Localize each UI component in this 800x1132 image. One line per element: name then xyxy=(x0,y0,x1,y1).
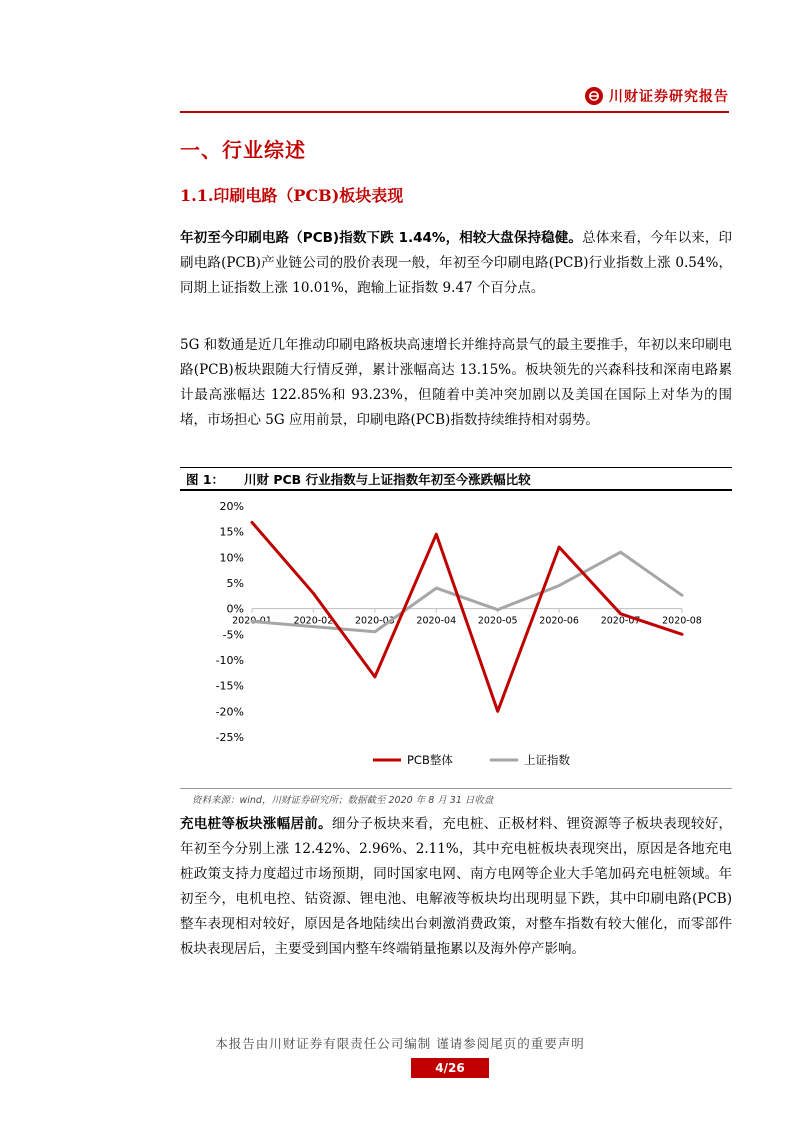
header-divider xyxy=(180,111,729,113)
paragraph-3-lead: 充电桩等板块涨幅居前。 xyxy=(180,816,332,832)
footer-disclaimer: 本报告由川财证券有限责任公司编制 谨请参阅尾页的重要声明 xyxy=(215,1036,585,1051)
x-tick-label: 2020-02 xyxy=(293,615,334,627)
y-tick-label: -5% xyxy=(222,628,244,642)
x-tick-label: 2020-06 xyxy=(539,615,579,627)
paragraph-3 xyxy=(180,812,732,962)
paragraph-1 xyxy=(180,226,732,301)
subsection-title: 1.1.印刷电路（PCB)板块表现 xyxy=(180,186,404,205)
y-tick-label: 0% xyxy=(226,602,244,616)
x-tick-label: 2020-03 xyxy=(355,615,395,627)
y-tick-label: -25% xyxy=(215,731,244,744)
paragraph-1-body: 总体来看，今年以来，印刷电路(PCB)产业链公司的股价表现一般，年初至今印刷电路(PCB)行业指数上涨 0.54%，同期上证指数上涨 10.01%，跑输上证指数 9.47 个百分点。 xyxy=(180,230,733,296)
page-header xyxy=(180,80,729,114)
x-tick-label: 2020-04 xyxy=(416,615,457,627)
figure-title: 川财 PCB 行业指数与上证指数年初至今涨跌幅比较 xyxy=(244,471,531,487)
y-tick-label: 20% xyxy=(219,500,244,513)
legend-label: 上证指数 xyxy=(524,753,570,767)
paragraph-1-lead: 年初至今印刷电路（PCB)指数下跌 1.44%，相较大盘保持稳健。 xyxy=(180,230,583,246)
y-tick-label: 5% xyxy=(226,577,244,590)
y-tick-label: -10% xyxy=(215,654,244,667)
line-chart-svg xyxy=(180,494,732,786)
x-tick-label: 2020-07 xyxy=(600,615,641,627)
y-tick-label: 10% xyxy=(219,551,244,565)
figure-number: 图 1： xyxy=(186,471,225,487)
header-brand xyxy=(585,86,729,106)
y-tick-label: -15% xyxy=(215,679,244,693)
company-logo-icon xyxy=(585,87,603,105)
section-title: 一、行业综述 xyxy=(180,138,306,162)
paragraph-2 xyxy=(180,333,732,433)
y-tick-label: -20% xyxy=(215,705,244,719)
header-title: 川财证券研究报告 xyxy=(609,89,729,105)
x-tick-label: 2020-05 xyxy=(477,615,518,627)
x-tick-label: 2020-01 xyxy=(232,615,272,627)
figure-caption xyxy=(180,467,732,491)
page-number: 4/26 xyxy=(411,1058,489,1078)
paragraph-2-body: 5G 和数通是近几年推动印刷电路板块高速增长并维持高景气的最主要推手，年初以来印刷电路(PCB)板块跟随大行情反弹，累计涨幅高达 13.15%。板块领先的兴森科技和深南电路累计最高涨幅达 122.85%和 93.23%，但随着中美冲突加剧以及美国在国际上对华为的围堵，市场担心 5G 应用前景，印刷电路(PCB)指数持续维持相对弱势。 xyxy=(180,337,732,428)
line-chart xyxy=(180,494,732,786)
figure-source: 资料来源：wind，川财证券研究所；数据截至 2020 年 8 月 31 日收盘 xyxy=(180,788,732,806)
x-tick-label: 2020-08 xyxy=(662,615,702,627)
legend-label: PCB整体 xyxy=(407,753,453,767)
y-tick-label: 15% xyxy=(219,525,244,539)
paragraph-3-body: 细分子板块来看，充电桩、正极材料、锂资源等子板块表现较好，年初至今分别上涨 12.42%、2.96%、2.11%，其中充电桩板块表现突出，原因是各地充电桩政策支持力度超过市场预期，同时国家电网、南方电网等企业大手笔加码充电桩领域。年初至今，电机电控、钴资源、锂电池、电解液等板块均出现明显下跌，其中印刷电路(PCB)整车表现相对较好，原因是各地陆续出台刺激消费政策，对整车指数有较大催化，而零部件板块表现居后，主要受到国内整车终端销量拖累以及海外停产影响。 xyxy=(180,816,733,957)
